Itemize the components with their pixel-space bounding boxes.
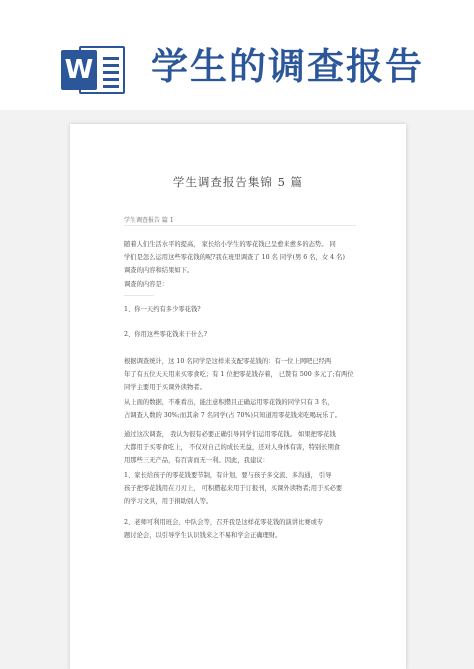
paragraph-conclusion (124, 429, 358, 467)
paragraph-line: 2、老师可利用班会、中队会等，召开我是这样花零花钱的演讲比赛或专 (124, 519, 324, 526)
paragraph-line: 学们是怎么运用这些零花钱的呢?我在班里调查了 10 名 同学(男 6 名，女 4 名) (124, 253, 345, 261)
paragraph-line: 孩子把零花钱用在刀刃上， 可积攒起来用于订报刊，买课外读物者;用于买必要 (124, 484, 343, 492)
paragraph-line: 的学习文具，用于捐助别人等。 (124, 497, 213, 505)
paragraph-line: 根据调查统计，这 10 名同学是这样来支配零花钱的：有一位上网吧已经两 (124, 358, 332, 365)
word-letter-badge: W (61, 50, 97, 90)
paragraph-line: 同学主要用于买课外读物者。 (124, 383, 206, 391)
paragraph-line: 题讨论会，以引导学生认识钱来之不易和学会正确理财。 (124, 531, 282, 539)
paragraph-statistics (124, 356, 358, 394)
paragraph-line: 2、你用这些零花钱来干什么? (124, 331, 207, 338)
header-banner (0, 0, 474, 110)
paragraph-line: 1、你一天约有多少零花钱? (124, 306, 201, 313)
paragraph-survey-content (124, 279, 358, 292)
word-document-icon (61, 44, 127, 96)
paragraph-analysis (124, 397, 358, 423)
document-title: 学生调查报告集锦 5 篇 (172, 175, 304, 189)
document-page (70, 124, 406, 669)
paragraph-line: 随着人们生活水平的提高， 家长给小学生的零花钱已呈愈来愈多的态势。 同 (124, 241, 336, 248)
paragraph-underline (124, 295, 154, 296)
paragraph-suggestion-2 (124, 517, 358, 543)
paragraph-line: 调查的内容和结果如下。 (124, 266, 194, 274)
section-divider (124, 225, 356, 226)
paragraph-line: 年了有五位天天用来买零食吃；有 1 位把零花钱存着， 已赞有 500 多元了;有两位 (124, 370, 354, 378)
paragraph-line: 从上面的数据，不难看出，能注意积攒且正确运用零花钱的同学只有 3 名， (124, 399, 334, 406)
paragraph-line: 大都用于买零食吃上， 不仅对自己的成长无益，还对人身体有害，特别长期食 (124, 443, 341, 451)
banner-title: 学生的调查报告 (151, 45, 424, 88)
paragraph-line: 1、家长给孩子的零花钱要节制，有计划，要与孩子多交流、多沟通， 引导 (124, 472, 332, 479)
paragraph-question-1 (124, 304, 358, 317)
paragraph-line: 占调查人数的 30%;而其余 7 名同学(占 70%)只知道用零花钱来吃喝玩乐了。 (124, 411, 342, 419)
paragraph-line: 通过这次调查， 我认为很有必要正确引导同学们运用零花钱。 如果把零花钱 (124, 431, 336, 438)
paragraph-question-2 (124, 329, 358, 342)
paragraph-suggestion-1 (124, 470, 358, 508)
paragraph-intro (124, 239, 358, 277)
paragraph-line: 调查的内容是： (124, 281, 169, 288)
paragraph-line: 用那些三无产品，有百害而无一利。因此，我建议： (124, 456, 269, 464)
section-label: 学生调查报告 篇 1 (124, 217, 174, 224)
